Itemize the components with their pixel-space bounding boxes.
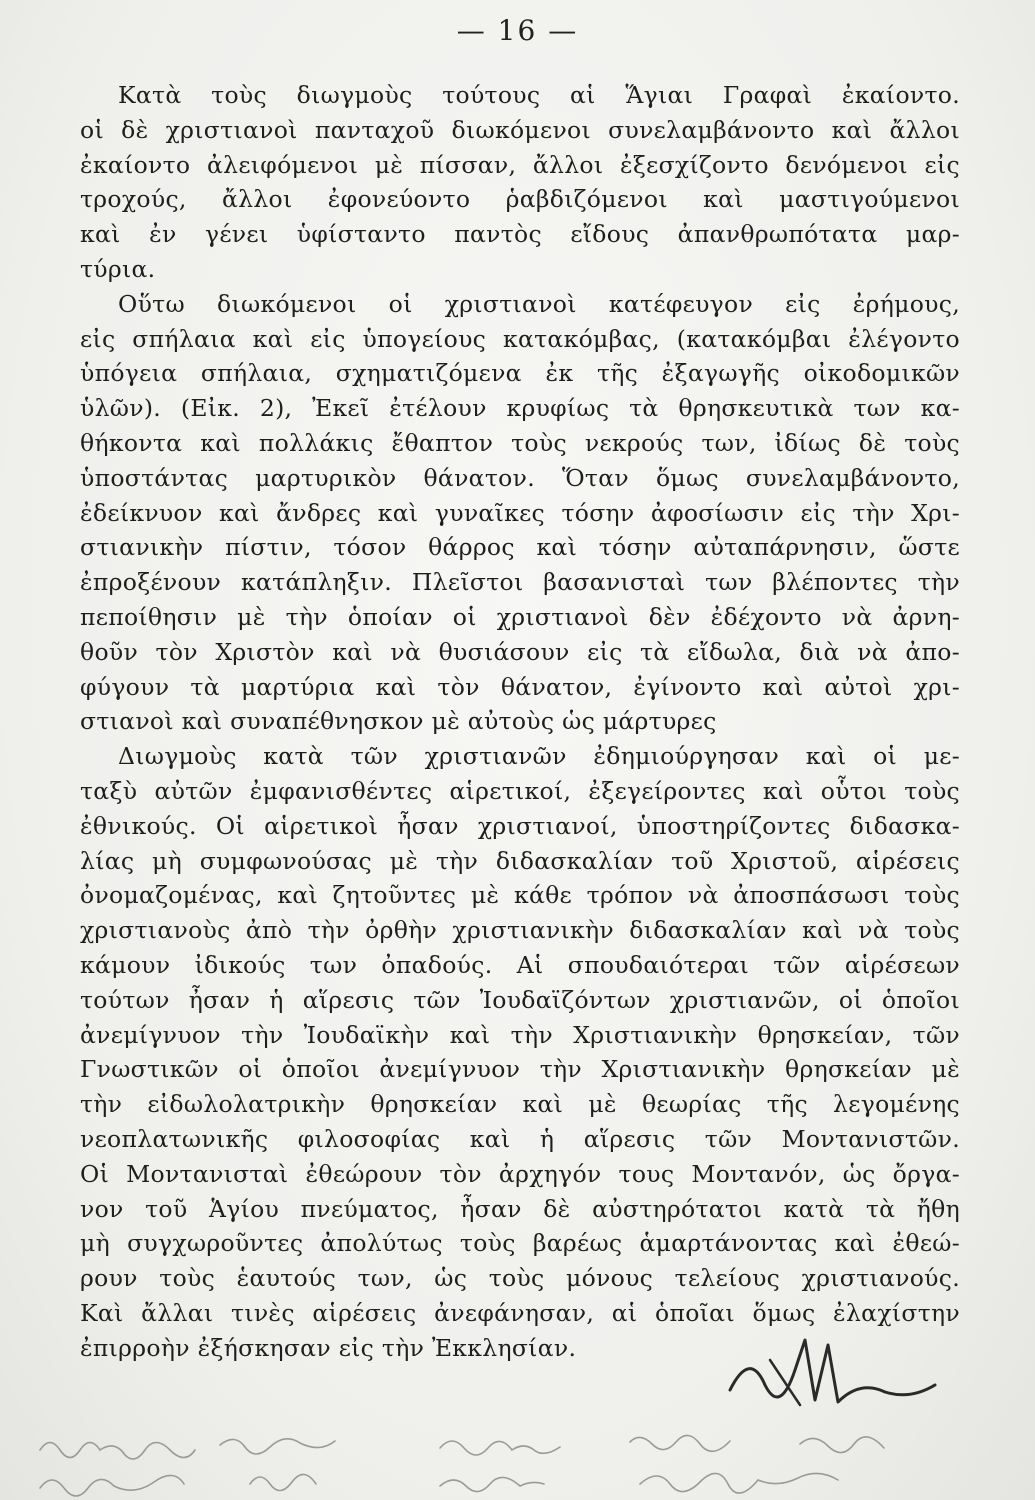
text-line: θήκοντα καὶ πολλάκις ἔθαπτον τοὺς νεκρούς των, ἰδίως δὲ τοὺς (80, 428, 960, 457)
page-number: — 16 — (456, 14, 579, 47)
text-line: ταξὺ αὐτῶν ἐμφανισθέντες αἱρετικοί, ἐξεγείροντες καὶ οὗτοι τοὺς (80, 776, 960, 805)
text-line: καὶ ἐν γένει ὑφίσταντο παντὸς εἴδους ἀπανθρωπότατα μαρ- (80, 220, 960, 249)
text-line: ἐπιρροὴν ἐξήσκησαν εἰς τὴν Ἐκκλησίαν. (80, 1333, 577, 1362)
text-line: τροχούς, ἄλλοι ἐφονεύοντο ῥαβδιζόμενοι καὶ μαστιγούμενοι (80, 185, 960, 214)
text-line: φύγουν τὰ μαρτύρια καὶ τὸν θάνατον, ἐγίνοντο καὶ αὐτοὶ χρι- (80, 672, 960, 701)
text-line: στιανικὴν πίστιν, τόσον θάρρος καὶ τόσην αὐταπάρνησιν, ὥστε (80, 533, 960, 562)
pen-scribble-icon (710, 1330, 950, 1420)
text-line: θοῦν τὸν Χριστὸν καὶ νὰ θυσιάσουν εἰς τὰ εἴδωλα, διὰ νὰ ἀπο- (80, 637, 960, 666)
text-line: ἐδείκνυον καὶ ἄνδρες καὶ γυναῖκες τόσην ἀφοσίωσιν εἰς τὴν Χρι- (80, 498, 960, 527)
text-line: Διωγμοὺς κατὰ τῶν χριστιανῶν ἐδημιούργησαν καὶ οἱ με- (118, 742, 960, 771)
text-line: Οὕτω διωκόμενοι οἱ χριστιανοὶ κατέφευγον εἰς ἐρήμους, (118, 289, 960, 318)
text-line: στιανοὶ καὶ συναπέθνησκον μὲ αὐτοὺς ὡς μάρτυρες (80, 707, 717, 736)
text-line: τύρια. (80, 254, 156, 283)
text-line: ἐθνικούς. Οἱ αἱρετικοὶ ἦσαν χριστιανοί, ὑποστηρίζοντες διδασκα- (80, 811, 960, 840)
text-line: ὀνομαζομένας, καὶ ζητοῦντες μὲ κάθε τρόπον νὰ ἀποσπάσωσι τοὺς (80, 881, 960, 910)
text-line: νεοπλατωνικῆς φιλοσοφίας καὶ ἡ αἵρεσις τῶν Μοντανιστῶν. (80, 1124, 960, 1153)
pencil-handwriting-icon (20, 1420, 1020, 1500)
text-line: πεποίθησιν μὲ τὴν ὁποίαν οἱ χριστιανοὶ δὲν ἐδέχοντο νὰ ἀρνη- (80, 602, 960, 631)
text-line: Γνωστικῶν οἱ ὁποῖοι ἀνεμίγνυον τὴν Χριστιανικὴν θρησκείαν μὲ (80, 1055, 960, 1084)
text-line: ὑποστάντας μαρτυρικὸν θάνατον. Ὅταν ὅμως συνελαμβάνοντο, (80, 463, 960, 492)
body-text (80, 78, 960, 1365)
text-line: ἀνεμίγνυον τὴν Ἰουδαϊκὴν καὶ τὴν Χριστιανικὴν θρησκείαν, τῶν (80, 1020, 960, 1049)
text-line: ἐπροξένουν κατάπληξιν. Πλεῖστοι βασανισταὶ των βλέποντες τὴν (80, 568, 960, 597)
text-line: Καὶ ἄλλαι τινὲς αἱρέσεις ἀνεφάνησαν, αἱ ὁποῖαι ὅμως ἐλαχίστην (80, 1298, 960, 1327)
text-line: ὑπόγεια σπήλαια, σχηματιζόμενα ἐκ τῆς ἐξαγωγῆς οἰκοδομικῶν (80, 359, 960, 388)
text-line: ἐκαίοντο ἀλειφόμενοι μὲ πίσσαν, ἄλλοι ἐξεσχίζοντο δενόμενοι εἰς (80, 150, 960, 179)
text-line: τούτων ἦσαν ἡ αἵρεσις τῶν Ἰουδαϊζόντων χριστιανῶν, οἱ ὁποῖοι (80, 985, 960, 1014)
text-line: μὴ συγχωροῦντες ἀπολύτως τοὺς βαρέως ἁμαρτάνοντας καὶ ἐθεώ- (80, 1229, 960, 1258)
text-line: χριστιανοὺς ἀπὸ τὴν ὀρθὴν χριστιανικὴν διδασκαλίαν καὶ νὰ τοὺς (80, 916, 960, 945)
text-line: εἰς σπήλαια καὶ εἰς ὑπογείους κατακόμβας, (κατακόμβαι ἐλέγοντο (80, 324, 960, 353)
text-line: κάμουν ἰδικούς των ὀπαδούς. Αἱ σπουδαιότεραι τῶν αἱρέσεων (80, 950, 960, 979)
text-line: νον τοῦ Ἁγίου πνεύματος, ἦσαν δὲ αὐστηρότατοι κατὰ τὰ ἤθη (80, 1194, 960, 1223)
text-line: ρουν τοὺς ἑαυτούς των, ὡς τοὺς μόνους τελείους χριστιανούς. (80, 1264, 960, 1293)
text-line: Οἱ Μοντανισταὶ ἐθεώρουν τὸν ἀρχηγόν τους Μοντανόν, ὡς ὄργα- (80, 1159, 960, 1188)
text-line: οἱ δὲ χριστιανοὶ πανταχοῦ διωκόμενοι συνελαμβάνοντο καὶ ἄλλοι (80, 115, 960, 144)
text-line: τὴν εἰδωλολατρικὴν θρησκείαν καὶ μὲ θεωρίας τῆς λεγομένης (80, 1090, 960, 1119)
text-line: ὑλῶν). (Εἰκ. 2), Ἐκεῖ ἐτέλουν κρυφίως τὰ θρησκευτικὰ των κα- (80, 394, 960, 423)
text-line: Κατὰ τοὺς διωγμοὺς τούτους αἱ Ἅγιαι Γραφαὶ ἐκαίοντο. (118, 81, 960, 109)
text-line: λίας μὴ συμφωνούσας μὲ τὴν διδασκαλίαν τοῦ Χριστοῦ, αἱρέσεις (80, 846, 960, 875)
